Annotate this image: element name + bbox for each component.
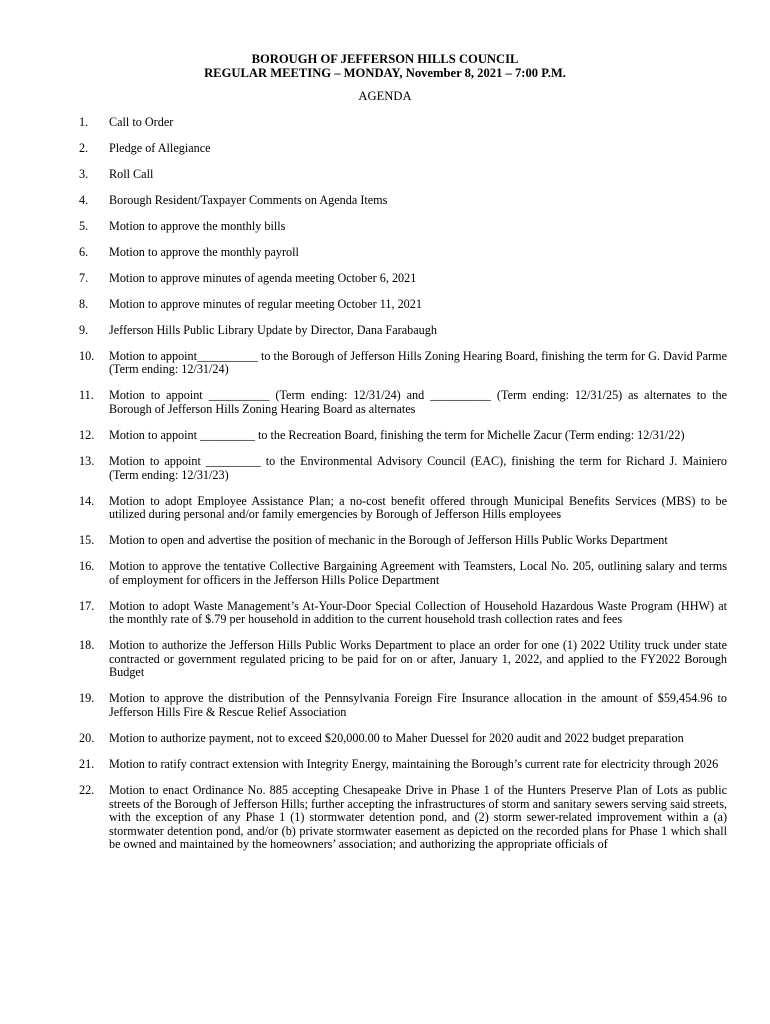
agenda-item-number: 19. — [79, 691, 95, 706]
agenda-item-number: 8. — [79, 296, 89, 311]
agenda-item-text: Motion to authorize payment, not to exceed $20,000.00 to Maher Duessel for 2020 audit and 2022 budget preparation — [109, 731, 684, 746]
agenda-item — [79, 298, 727, 312]
agenda-item-text: Motion to adopt Employee Assistance Plan; a no-cost benefit offered through Municipal Benefits Services (MBS) to be utilized during personal and/or family emergencies by Borough of Jefferson Hills employees — [109, 493, 727, 522]
agenda-item-number: 18. — [79, 638, 95, 653]
document-header — [0, 52, 770, 80]
agenda-item-number: 11. — [79, 388, 94, 403]
agenda-item-text: Roll Call — [109, 166, 154, 181]
agenda-item-text: Motion to approve the monthly bills — [109, 218, 286, 233]
agenda-item — [79, 389, 727, 416]
agenda-item — [79, 758, 727, 772]
agenda-item-text: Motion to adopt Waste Management’s At-Your-Door Special Collection of Household Hazardous Waste Program (HHW) at the monthly rate of $.79 per household in addition to the current household trash collection rates and fees — [109, 598, 727, 627]
agenda-item — [79, 732, 727, 746]
agenda-item — [79, 168, 727, 182]
agenda-item-number: 3. — [79, 166, 89, 181]
agenda-item-text: Borough Resident/Taxpayer Comments on Agenda Items — [109, 192, 388, 207]
agenda-item — [79, 560, 727, 587]
header-meeting-line: REGULAR MEETING – MONDAY, November 8, 2021 – 7:00 P.M. — [204, 66, 566, 80]
agenda-item-text: Motion to authorize the Jefferson Hills Public Works Department to place an order for one (1) 2022 Utility truck under state contracted or government regulated pricing to be paid for on or after, January 1, 2022, and applied to the FY2022 Borough Budget — [109, 638, 727, 680]
agenda-item — [79, 692, 727, 719]
agenda-item — [79, 246, 727, 260]
agenda-item-number: 13. — [79, 454, 95, 468]
agenda-item — [79, 272, 727, 286]
agenda-item-text: Motion to approve minutes of agenda meeting October 6, 2021 — [109, 270, 417, 285]
agenda-item — [79, 324, 727, 338]
agenda-item-text: Motion to ratify contract extension with Integrity Energy, maintaining the Borough’s current rate for electricity through 2026 — [109, 757, 719, 772]
agenda-item-number: 6. — [79, 244, 89, 259]
agenda-item — [79, 495, 727, 522]
agenda-item-text: Motion to enact Ordinance No. 885 accepting Chesapeake Drive in Phase 1 of the Hunters Preserve Plan of Lots as public streets of the Borough of Jefferson Hills; further accepting the infrastructures of storm and sanitary sewers serving said streets, with the exception of any Phase 1 (1) stormwater detention pond, and (2) storm sewer-related improvement within a (a) stormwater detention pond, and/or (b) private stormwater easement as depicted on the recorded plans for Phase 1 which shall be owned and maintained by the homeowners’ association; and authorizing the appropriate officials of — [109, 783, 727, 852]
agenda-item-text: Call to Order — [109, 115, 174, 129]
agenda-item — [79, 600, 727, 627]
agenda-list — [79, 116, 727, 864]
agenda-item-number: 12. — [79, 428, 95, 443]
agenda-item-text: Motion to approve the distribution of the Pennsylvania Foreign Fire Insurance allocation in the amount of $59,454.96 to Jefferson Hills Fire & Rescue Relief Association — [109, 691, 727, 720]
agenda-item — [79, 639, 727, 680]
agenda-item-text: Motion to approve the tentative Collective Bargaining Agreement with Teamsters, Local No. 205, outlining salary and terms of employment for officers in the Jefferson Hills Police Department — [109, 559, 727, 587]
header-title: BOROUGH OF JEFFERSON HILLS COUNCIL — [251, 52, 519, 66]
agenda-item-text: Motion to open and advertise the position of mechanic in the Borough of Jefferson Hills Public Works Department — [109, 533, 668, 548]
agenda-item-number: 7. — [79, 270, 89, 285]
agenda-item-number: 21. — [79, 757, 95, 772]
agenda-item — [79, 784, 727, 852]
agenda-item — [79, 350, 727, 377]
agenda-item — [79, 534, 727, 548]
agenda-item-number: 17. — [79, 598, 95, 613]
agenda-item-text: Motion to appoint _________ to the Environmental Advisory Council (EAC), finishing the term for Richard J. Mainiero (Term ending: 12/31/23) — [109, 454, 727, 482]
agenda-item-number: 2. — [79, 140, 89, 155]
agenda-item-number: 1. — [79, 115, 89, 129]
agenda-item-text: Motion to approve the monthly payroll — [109, 244, 299, 259]
agenda-item-text: Motion to appoint__________ to the Borough of Jefferson Hills Zoning Hearing Board, finishing the term for G. David Parme (Term ending: 12/31/24) — [109, 348, 727, 377]
agenda-item — [79, 142, 727, 156]
agenda-item-number: 4. — [79, 192, 89, 207]
agenda-item — [79, 116, 727, 130]
agenda-item — [79, 194, 727, 208]
agenda-item-text: Pledge of Allegiance — [109, 140, 211, 155]
agenda-item — [79, 220, 727, 234]
agenda-item-number: 15. — [79, 533, 95, 548]
agenda-heading: AGENDA — [358, 89, 412, 103]
agenda-item-number: 10. — [79, 348, 95, 363]
agenda-item-text: Jefferson Hills Public Library Update by Director, Dana Farabaugh — [109, 322, 437, 337]
agenda-item-text: Motion to appoint __________ (Term ending: 12/31/24) and __________ (Term ending: 12/31/25) as alternates to the Borough of Jefferson Hills Zoning Hearing Board as alternates — [109, 388, 727, 417]
agenda-item-number: 5. — [79, 218, 89, 233]
agenda-item-text: Motion to appoint _________ to the Recreation Board, finishing the term for Michelle Zacur (Term ending: 12/31/22) — [109, 428, 685, 443]
agenda-item-number: 16. — [79, 559, 95, 574]
agenda-item — [79, 455, 727, 482]
agenda-item-number: 20. — [79, 731, 95, 746]
agenda-item-number: 14. — [79, 493, 95, 508]
agenda-item-text: Motion to approve minutes of regular meeting October 11, 2021 — [109, 296, 422, 311]
agenda-item — [79, 429, 727, 443]
agenda-item-number: 9. — [79, 322, 89, 337]
agenda-item-number: 22. — [79, 783, 95, 798]
